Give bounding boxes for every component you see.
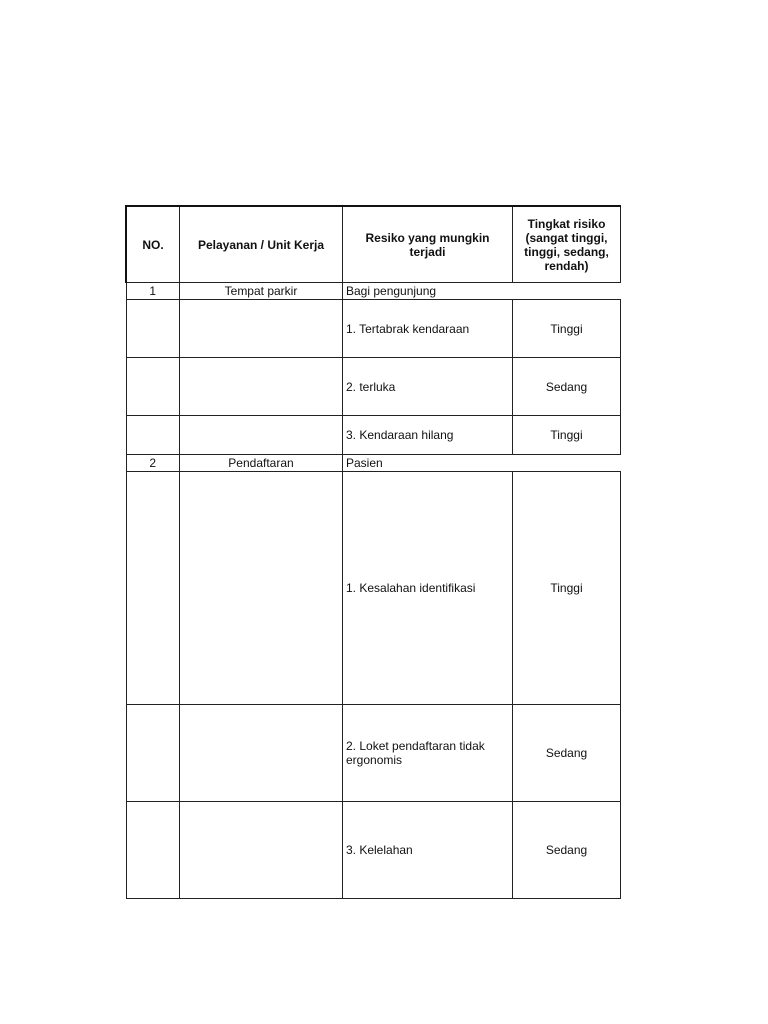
group-subject: Bagi pengunjung [346, 284, 437, 298]
table-row [126, 358, 621, 416]
empty-cell [126, 802, 180, 899]
risk-cell: 3. Kelelahan [343, 802, 513, 899]
group-number: 2 [126, 455, 180, 472]
table-row [126, 802, 621, 899]
empty-cell [126, 416, 180, 455]
table-row [126, 472, 621, 705]
risk-cell: 2. Loket pendaftaran tidak ergonomis [343, 705, 513, 802]
empty-cell [180, 802, 343, 899]
empty-cell [180, 416, 343, 455]
risk-cell: 2. terluka [343, 358, 513, 416]
risk-cell: 1. Kesalahan identifikasi [343, 472, 513, 705]
empty-cell [180, 358, 343, 416]
header-risk-level: Tingkat risiko (sangat tinggi, tinggi, sedang, rendah) [513, 206, 621, 283]
header-risk: Resiko yang mungkin terjadi [343, 206, 513, 283]
risk-assessment-table [125, 205, 621, 899]
risk-cell: 3. Kendaraan hilang [343, 416, 513, 455]
risk-level-cell: Tinggi [513, 300, 621, 358]
group-empty-cell [513, 455, 621, 472]
risk-level-cell: Tinggi [513, 472, 621, 705]
risk-cell: 1. Tertabrak kendaraan [343, 300, 513, 358]
group-empty-cell [513, 283, 621, 300]
header-no: NO. [126, 206, 180, 283]
table-header-row [126, 206, 621, 283]
empty-cell [180, 472, 343, 705]
risk-level-cell: Sedang [513, 358, 621, 416]
empty-cell [126, 300, 180, 358]
table-row [126, 300, 621, 358]
group-row [126, 455, 621, 472]
header-unit: Pelayanan / Unit Kerja [180, 206, 343, 283]
group-row [126, 283, 621, 300]
empty-cell [180, 300, 343, 358]
group-unit: Tempat parkir [180, 283, 343, 300]
empty-cell [126, 705, 180, 802]
table-row [126, 416, 621, 455]
risk-level-cell: Tinggi [513, 416, 621, 455]
empty-cell [126, 472, 180, 705]
group-number: 1 [126, 283, 180, 300]
group-subject: Pasien [346, 456, 383, 470]
group-unit: Pendaftaran [180, 455, 343, 472]
table-row [126, 705, 621, 802]
risk-level-cell: Sedang [513, 705, 621, 802]
risk-level-cell: Sedang [513, 802, 621, 899]
empty-cell [180, 705, 343, 802]
empty-cell [126, 358, 180, 416]
